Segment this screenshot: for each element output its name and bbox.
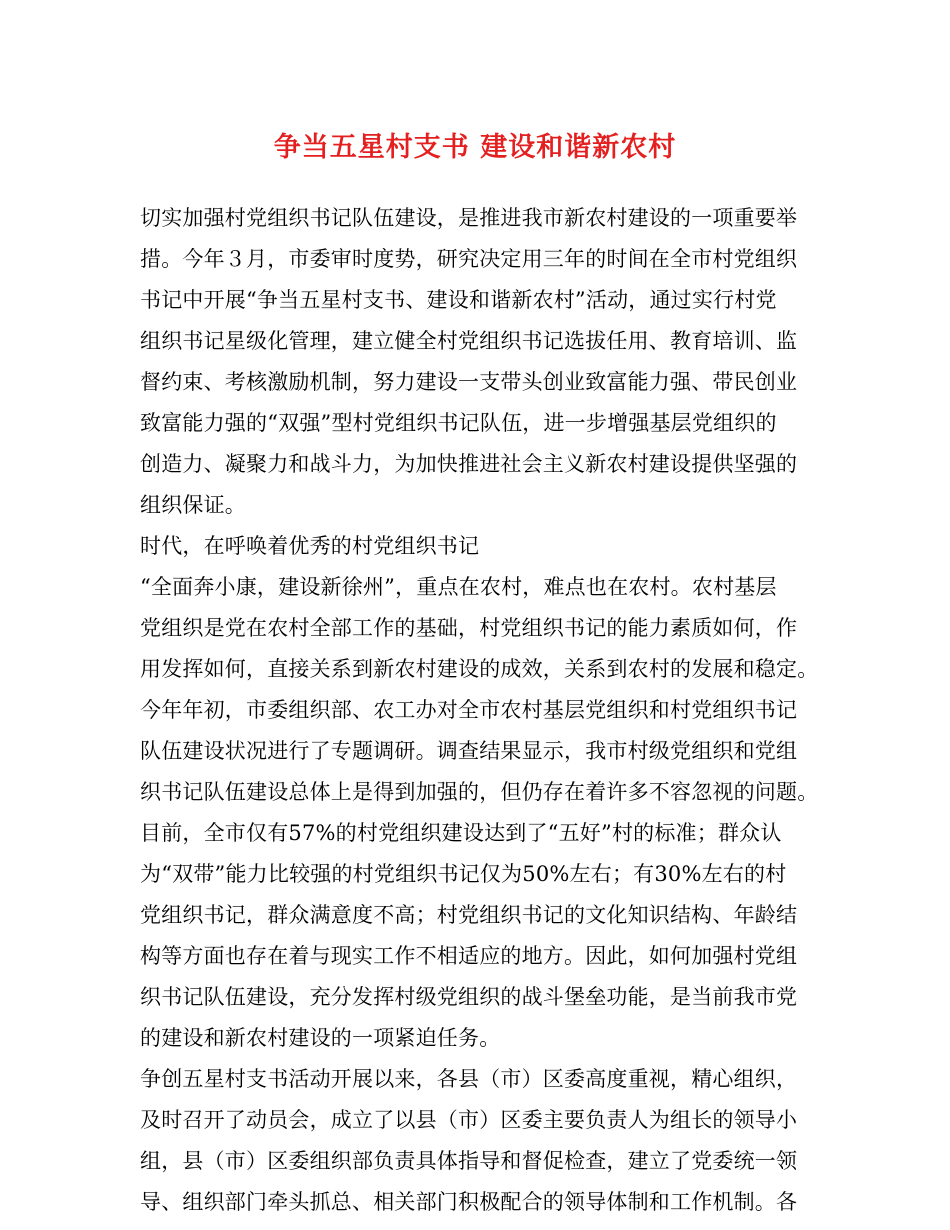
body-line-3: 书记中开展“争当五星村支书、建设和谐新农村”活动，通过实行村党 [140, 288, 777, 312]
body-line-11: 党组织是党在农村全部工作的基础，村党组织书记的能力素质如何，作 [140, 616, 798, 640]
body-line-24: 组，县（市）区委组织部负责具体指导和督促检查，建立了党委统一领 [140, 1149, 798, 1173]
body-line-6: 致富能力强的“双强”型村党组织书记队伍，进一步增强基层党组织的 [140, 411, 777, 435]
body-line-14: 队伍建设状况进行了专题调研。调查结果显示，我市村级党组织和党组 [140, 739, 798, 763]
body-line-15: 织书记队伍建设总体上是得到加强的，但仍存在着许多不容忽视的问题。 [140, 780, 819, 804]
body-line-19: 构等方面也存在着与现实工作不相适应的地方。因此，如何加强村党组 [140, 944, 798, 968]
body-line-13: 今年年初，市委组织部、农工办对全市农村基层党组织和村党组织书记 [140, 698, 798, 722]
body-line-23: 及时召开了动员会，成立了以县（市）区委主要负责人为组长的领导小 [140, 1108, 798, 1132]
document-title: 争当五星村支书 建设和谐新农村 [273, 132, 677, 163]
body-line-18: 党组织书记，群众满意度不高；村党组织书记的文化知识结构、年龄结 [140, 903, 798, 927]
body-line-16: 目前，全市仅有57%的村党组织建设达到了“五好”村的标准；群众认 [140, 821, 782, 845]
body-line-17: 为“双带”能力比较强的村党组织书记仅为50%左右；有30%左右的村 [140, 862, 787, 886]
body-line-7: 创造力、凝聚力和战斗力，为加快推进社会主义新农村建设提供坚强的 [140, 452, 798, 476]
body-line-1: 切实加强村党组织书记队伍建设，是推进我市新农村建设的一项重要举 [140, 206, 798, 230]
body-line-21: 的建设和新农村建设的一项紧迫任务。 [140, 1026, 501, 1050]
document-body [140, 198, 820, 1223]
body-line-4: 组织书记星级化管理，建立健全村党组织书记选拔任用、教育培训、监 [140, 329, 798, 353]
body-line-12: 用发挥如何，直接关系到新农村建设的成效，关系到农村的发展和稳定。 [140, 657, 819, 681]
body-line-20: 织书记队伍建设，充分发挥村级党组织的战斗堡垒功能，是当前我市党 [140, 985, 798, 1009]
body-line-22: 争创五星村支书活动开展以来，各县（市）区委高度重视，精心组织， [140, 1067, 798, 1091]
body-line-25: 导、组织部门牵头抓总、相关部门积极配合的领导体制和工作机制。各 [140, 1190, 798, 1214]
body-line-5: 督约束、考核激励机制，努力建设一支带头创业致富能力强、带民创业 [140, 370, 798, 394]
body-line-9: 时代，在呼唤着优秀的村党组织书记 [140, 534, 480, 558]
body-line-8: 组织保证。 [140, 493, 246, 517]
body-line-10: “全面奔小康，建设新徐州”，重点在农村，难点也在农村。农村基层 [140, 575, 777, 599]
body-line-2: 措。今年３月，市委审时度势，研究决定用三年的时间在全市村党组织 [140, 247, 798, 271]
